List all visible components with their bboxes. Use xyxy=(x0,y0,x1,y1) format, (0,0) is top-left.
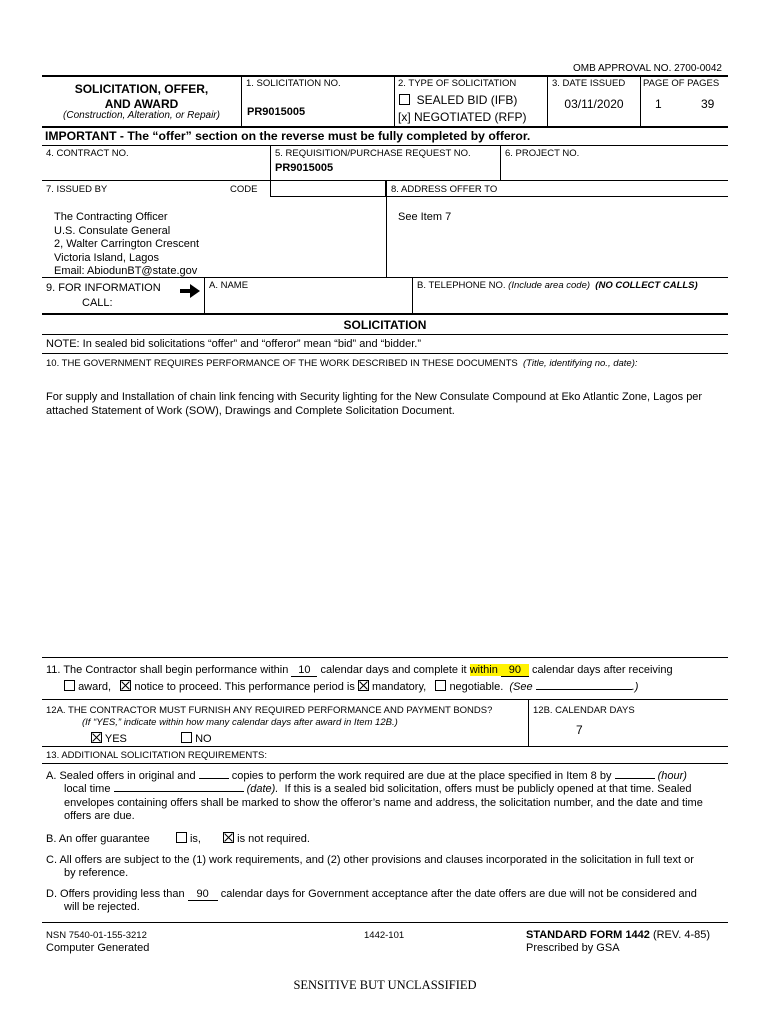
divider xyxy=(270,146,271,181)
within-highlight: within xyxy=(469,664,498,676)
divider xyxy=(640,76,641,127)
rule xyxy=(42,657,728,658)
item13a-text: A. Sealed offers in original and xyxy=(46,770,196,782)
sealed-bid-note: NOTE: In sealed bid solicitations “offer” and “offeror” mean “bid” and “bidder.” xyxy=(46,338,421,350)
hour-label: (hour) xyxy=(657,770,687,782)
item13c-line2: by reference. xyxy=(64,867,129,879)
negotiated-option[interactable]: [x] NEGOTIATED (RFP) xyxy=(398,110,527,124)
item13a-line4: offers are due. xyxy=(64,810,135,822)
work-description-line: For supply and Installation of chain link fencing with Security lighting for the New Consulate Compound at Eko Atlantic Zone, Lagos per xyxy=(46,391,703,403)
rule xyxy=(42,746,728,747)
divider xyxy=(394,76,395,127)
rule xyxy=(42,145,728,146)
guarantee-is-checkbox[interactable] xyxy=(176,832,187,843)
item13a-text2: copies to perform the work required are due at the place specified in Item 8 by xyxy=(231,770,612,782)
item13a-line2 xyxy=(64,783,692,795)
mandatory-checkbox[interactable] xyxy=(358,680,369,691)
form-title-line2: AND AWARD xyxy=(104,97,179,111)
item11-line2 xyxy=(64,680,638,693)
divider xyxy=(204,277,205,313)
rule xyxy=(42,313,728,315)
standard-form-name: STANDARD FORM 1442 xyxy=(526,929,650,941)
rule xyxy=(42,922,728,923)
sealed-bid-label: SEALED BID (IFB) xyxy=(416,93,518,107)
item13a-text3: If this is a sealed bid solicitation, offers must be publicly opened at that time. Sealed xyxy=(284,783,692,795)
mandatory-label: mandatory, xyxy=(371,681,427,693)
divider xyxy=(241,76,242,127)
date-label: (date). xyxy=(246,783,279,795)
notice-to-proceed-label: notice to proceed. This performance period is xyxy=(134,681,355,693)
nsn-number: NSN 7540-01-155-3212 xyxy=(46,930,147,941)
bonds-no-label: NO xyxy=(195,733,212,745)
negotiable-label: negotiable. xyxy=(449,681,504,693)
calendar-days-value[interactable]: 7 xyxy=(576,723,583,737)
type-of-solicitation-label: 2. TYPE OF SOLICITATION xyxy=(398,78,517,89)
see-field[interactable] xyxy=(536,689,632,690)
address-offer-to-value: See Item 7 xyxy=(398,211,452,223)
address-offer-to-label: 8. ADDRESS OFFER TO xyxy=(391,184,498,195)
bonds-yes-checkbox[interactable] xyxy=(91,732,102,743)
item11-after-text: calendar days after receiving xyxy=(531,664,673,676)
telephone-area-note: (Include area code) xyxy=(508,280,591,291)
omb-approval: OMB APPROVAL NO. 2700-0042 xyxy=(573,63,722,74)
item12a-note: (If “YES,” indicate within how many calendar days after award in Item 12B.) xyxy=(82,717,398,728)
item11-begin-text: 11. The Contractor shall begin performance within xyxy=(46,664,289,676)
sealed-bid-checkbox[interactable] xyxy=(399,94,410,105)
form-code: 1442-101 xyxy=(364,930,405,941)
standard-form-id xyxy=(526,929,710,941)
rule xyxy=(42,353,728,354)
page-total: 39 xyxy=(701,97,715,111)
item10-label xyxy=(46,358,638,369)
calendar-days-label: 12B. CALENDAR DAYS xyxy=(533,705,635,716)
work-description-line: attached Statement of Work (SOW), Drawings and Complete Solicitation Document. xyxy=(46,404,455,417)
item13c-line1: C. All offers are subject to the (1) work requirements, and (2) other provisions and clauses incorporated in the solicitation in full text or xyxy=(46,854,694,866)
arrow-right-icon xyxy=(180,284,200,301)
computer-generated: Computer Generated xyxy=(46,942,150,954)
issuer-address xyxy=(54,211,199,279)
bonds-no-checkbox[interactable] xyxy=(181,732,192,743)
guarantee-is-not-label: is not required. xyxy=(237,833,310,845)
page-number: 1 xyxy=(655,97,662,111)
rule xyxy=(386,196,728,197)
bonds-yes-label: YES xyxy=(104,733,127,745)
issued-by-code-label: CODE xyxy=(230,184,258,195)
item13a-line1 xyxy=(46,770,687,782)
item11-line1 xyxy=(46,664,673,677)
begin-days-field[interactable]: 10 xyxy=(291,664,317,677)
project-no-label: 6. PROJECT NO. xyxy=(505,148,580,159)
see-label: (See xyxy=(509,681,533,693)
guarantee-is-not-checkbox[interactable] xyxy=(223,832,234,843)
issuer-address-line: 2, Walter Carrington Crescent xyxy=(54,238,200,251)
item13d-text: D. Offers providing less than xyxy=(46,888,185,900)
rule xyxy=(42,334,728,335)
offer-guarantee-label: B. An offer guarantee xyxy=(46,833,150,845)
rule xyxy=(42,699,728,700)
issuer-address-line: The Contracting Officer xyxy=(54,211,168,223)
item13d-line2: will be rejected. xyxy=(64,901,140,913)
item13b xyxy=(46,832,310,845)
item12a-label: 12A. THE CONTRACTOR MUST FURNISH ANY REQUIRED PERFORMANCE AND PAYMENT BONDS? xyxy=(46,705,493,716)
item10-label-note: (Title, identifying no., date): xyxy=(523,358,638,369)
notice-to-proceed-checkbox[interactable] xyxy=(120,680,131,691)
acceptance-days-field[interactable]: 90 xyxy=(188,888,218,901)
award-checkbox[interactable] xyxy=(64,680,75,691)
work-description xyxy=(46,391,702,418)
sealed-bid-option[interactable] xyxy=(399,93,517,107)
date-issued-value[interactable]: 03/11/2020 xyxy=(564,97,624,111)
item13-label: 13. ADDITIONAL SOLICITATION REQUIREMENTS: xyxy=(46,750,268,761)
solicitation-no-value[interactable]: PR9015005 xyxy=(247,106,306,118)
award-label: award, xyxy=(78,681,112,693)
page-of-pages-label: PAGE OF PAGES xyxy=(643,78,720,89)
hour-field[interactable] xyxy=(615,778,655,779)
prescribed-by: Prescribed by GSA xyxy=(526,942,620,954)
divider xyxy=(500,146,501,181)
classification-marking: SENSITIVE BUT UNCLASSIFIED xyxy=(293,978,477,992)
top-border xyxy=(42,75,728,77)
item10-label-text: 10. THE GOVERNMENT REQUIRES PERFORMANCE OF THE WORK DESCRIBED IN THESE DOCUMENTS xyxy=(46,358,518,369)
solicitation-no-label: 1. SOLICITATION NO. xyxy=(246,78,341,89)
no-collect-calls-note: (NO COLLECT CALLS) xyxy=(595,280,698,291)
requisition-no-label: 5. REQUISITION/PURCHASE REQUEST NO. xyxy=(275,148,471,159)
standard-form-rev: (REV. 4-85) xyxy=(652,929,710,941)
issued-by-label: 7. ISSUED BY xyxy=(46,184,108,195)
for-information-label: 9. FOR INFORMATION xyxy=(46,282,161,294)
item13d-line1 xyxy=(46,888,697,901)
for-information-call-label: CALL: xyxy=(82,297,113,309)
row1-bottom-border xyxy=(42,126,728,128)
local-time-label: local time xyxy=(64,783,111,795)
form-subtitle: (Construction, Alteration, or Repair) xyxy=(63,110,220,121)
negotiable-checkbox[interactable] xyxy=(435,680,446,691)
item11-complete-text: calendar days and complete it xyxy=(320,664,467,676)
date-issued-label: 3. DATE ISSUED xyxy=(552,78,626,89)
contact-name-label: A. NAME xyxy=(209,280,249,291)
issued-by-code-field[interactable] xyxy=(270,181,386,197)
guarantee-is-label: is, xyxy=(189,833,201,845)
rule xyxy=(42,763,728,764)
contract-no-label: 4. CONTRACT NO. xyxy=(46,148,129,159)
item13d-text2: calendar days for Government acceptance after the date offers are due will not be considered and xyxy=(220,888,697,900)
bonds-options xyxy=(91,732,212,745)
divider xyxy=(528,699,529,746)
see-label-end: .) xyxy=(631,681,639,693)
solicitation-section-header: SOLICITATION xyxy=(343,318,427,332)
issuer-address-line: Victoria Island, Lagos xyxy=(54,251,159,264)
divider xyxy=(412,277,413,313)
requisition-no-value[interactable]: PR9015005 xyxy=(275,162,334,174)
telephone-label xyxy=(417,280,698,291)
important-notice: IMPORTANT - The “offer” section on the reverse must be fully completed by offeror. xyxy=(45,129,531,143)
item13a-line3: envelopes containing offers shall be marked to show the offeror’s name and address, the solicitation number, and the date and time xyxy=(64,797,703,809)
rule xyxy=(42,277,728,278)
issuer-address-line: U.S. Consulate General xyxy=(54,224,171,237)
form-title-line1: SOLICITATION, OFFER, xyxy=(74,82,209,96)
complete-days-field[interactable]: 90 xyxy=(501,664,529,677)
date-field[interactable] xyxy=(114,791,244,792)
issuer-email[interactable]: Email: AbiodunBT@state.gov xyxy=(54,265,198,278)
copies-field[interactable] xyxy=(199,778,229,779)
telephone-label-text: B. TELEPHONE NO. xyxy=(417,280,506,291)
form-title xyxy=(42,82,241,112)
